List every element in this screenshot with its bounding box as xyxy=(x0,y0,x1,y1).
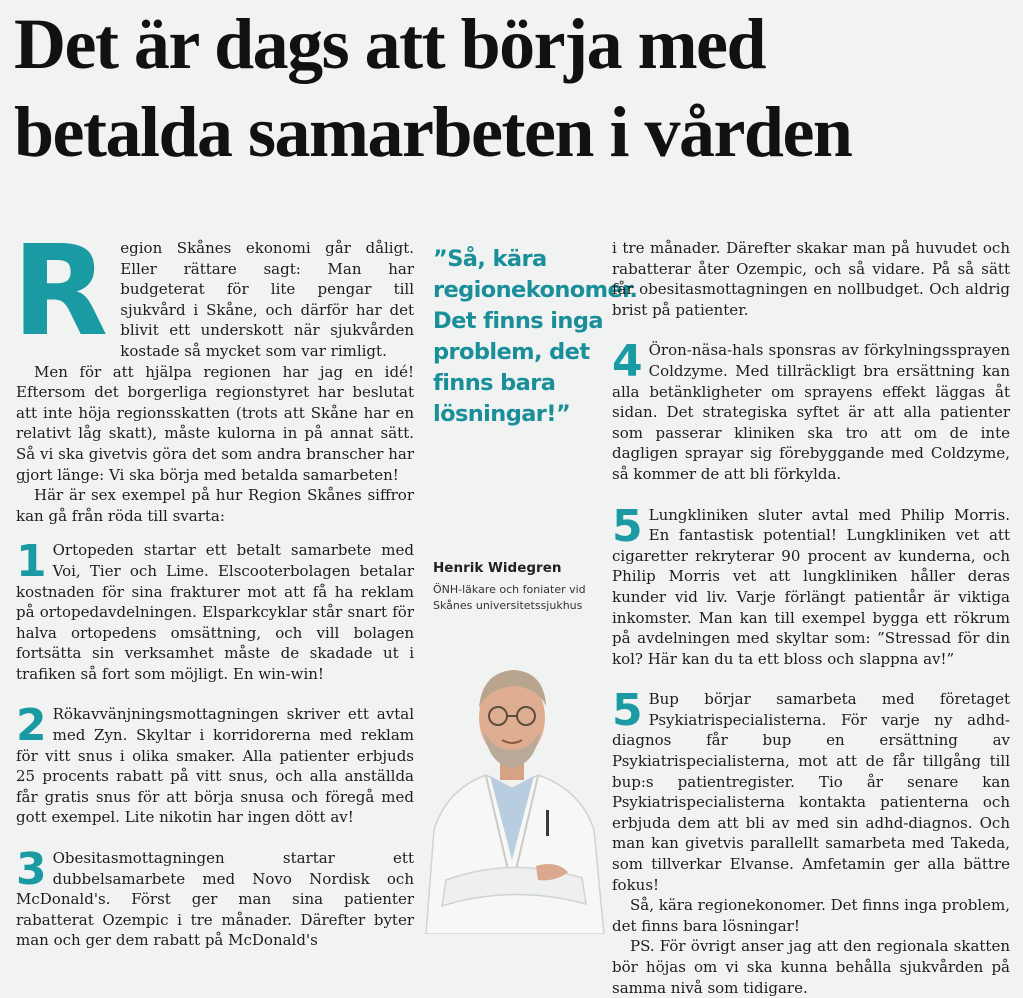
headline-line-2: betalda samarbeten i vården xyxy=(14,92,852,172)
intro-paragraph-2: Men för att hjälpa regionen har jag en idé! Eftersom det borgerliga regionstyret har beslutat att inte höja regionsskatten (trots att Skåne har en relativt låg skatt), måste kulorna in på annat sätt. Så vi ska givetvis göra det som andra branscher har gjort länge: Vi ska börja med betalda samarbeten! xyxy=(16,362,414,484)
item-number: 1 xyxy=(16,536,47,588)
author-portrait xyxy=(416,660,610,934)
pull-quote: ”Så, kära regionekonomer. Det finns inga problem, det finns bara lösningar!” xyxy=(433,246,638,427)
outro-paragraph-1: Så, kära regionekonomer. Det finns inga problem, det finns bara lösningar! xyxy=(612,896,1010,935)
outro-paragraph-2: PS. För övrigt anser jag att den regionala skatten bör höjas om vi ska kunna behålla sjukvården på samma nivå som tidigare. xyxy=(612,937,1010,997)
intro-paragraph-1: R egion Skånes ekonomi går dåligt. Eller rättare sagt: Man har budgeterat för lite pengar till sjukvård i Skåne, och därför har det blivit ett underskott när sjukvården kostade så mycket som var rimligt. xyxy=(12,219,414,364)
list-item-2: 2 Rökavvänjningsmottagningen skriver ett avtal med Zyn. Skyltar i korridorerna med reklam för vitt snus i olika smaker. Alla patienter erbjuds 25 procents rabatt på vitt snus, och alla anställda får gratis snus för att börja snusa och föregå med gott exempel. Lite nikotin har ingen dött av! xyxy=(16,700,414,827)
headline xyxy=(14,0,1014,176)
article-column-3 xyxy=(612,238,1010,998)
item-number: 3 xyxy=(16,844,47,896)
item-number: 5 xyxy=(612,500,643,552)
list-item-5: 5 Lungkliniken sluter avtal med Philip Morris. En fantastisk potential! Lungkliniken vet att cigaretter rekryterar 90 procent av kunderna, och Philip Morris vet att lungkliniken håller deras kunder vid liv. Varje förlängt patientår är viktiga inkomster. Man kan till exempel bygga ett rökrum på avdelningen med skyltar som: ”Stressad för din kol? Här kan du ta ett bloss och slappna av!” xyxy=(612,500,1010,668)
dropcap: R xyxy=(12,219,109,364)
byline-name: Henrik Widegren xyxy=(433,560,562,576)
list-item-6: 5 Bup börjar samarbeta med företaget Psykiatrispecialisterna. För varje ny adhd-diagnos får bup en ersättning av Psykiatrispecialisterna, mot att de får tillgång till bup:s patientregister. Tio år senare kan Psykiatrispecialisterna kontakta patienterna och erbjuda dem att bli av med sin adhd-diagnos. Och man kan givetvis parallellt samarbeta med Takeda, som tillverkar Elvanse. Amfetamin ger alla bättre fokus! xyxy=(612,685,1010,894)
headline-line-1: Det är dags att börja med xyxy=(14,4,766,84)
item-number: 4 xyxy=(612,336,643,388)
list-item-3: 3 Obesitasmottagningen startar ett dubbelsamarbete med Novo Nordisk och McDonald's. Först ger man sina patienter rabatterat Ozempic i tre månader. Därefter byter man och ger dem rabatt på McDonald's xyxy=(16,844,414,950)
item-number: 2 xyxy=(16,700,47,752)
byline-role: ÖNH-läkare och foniater vid Skånes universitetssjukhus xyxy=(433,583,586,612)
list-item-1: 1 Ortopeden startar ett betalt samarbete med Voi, Tier och Lime. Elscooterbolagen betalar kostnaden för sina frakturer mot att få ha reklam på ortopedavdelningen. Elsparkcyklar står snart för halva ortopedens omsättning, och vill bolagen fortsätta sin verksamhet måste de skadade ut i trafiken så fort som möjligt. En win-win! xyxy=(16,536,414,683)
intro-paragraph-3: Här är sex exempel på hur Region Skånes siffror kan gå från röda till svarta: xyxy=(16,486,414,525)
item-number: 5 xyxy=(612,685,643,737)
list-item-4: 4 Öron-näsa-hals sponsras av förkylningssprayen Coldzyme. Med tillräckligt bra ersättning kan alla betänkligheter om sprayens effekt läggas åt sidan. Det strategiska syftet är att alla patienter som passerar kliniken ska tro att om de inte dagligen sprayar sig förebyggande med Coldzyme, så kommer de att bli förkylda. xyxy=(612,336,1010,483)
item-3-continuation: i tre månader. Därefter skakar man på huvudet och rabatterar åter Ozempic, och så vidare. På så sätt får obesitasmottagningen en nollbudget. Och aldrig brist på patienter. xyxy=(612,239,1010,319)
article-column-1 xyxy=(12,219,414,951)
